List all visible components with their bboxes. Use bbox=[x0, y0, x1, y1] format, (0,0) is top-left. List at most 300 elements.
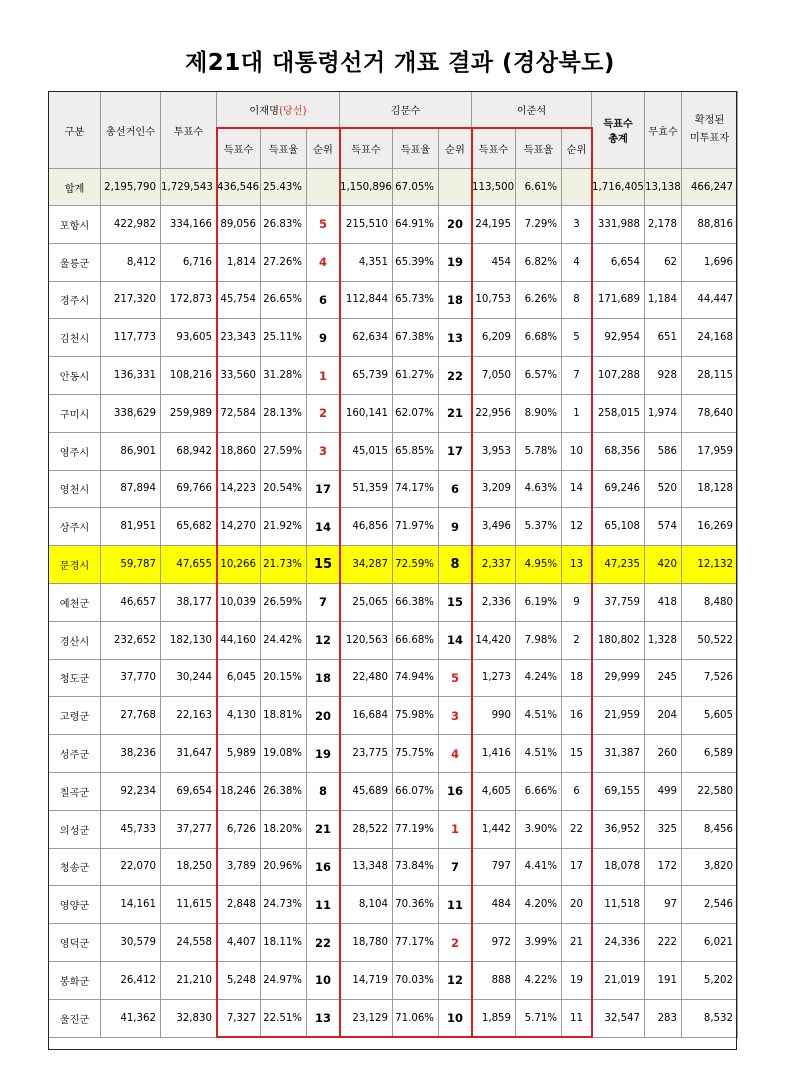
c1-votes-cell: 45,754 bbox=[217, 281, 261, 319]
c3-rate-cell: 6.66% bbox=[516, 772, 562, 810]
c3-rank-cell: 17 bbox=[562, 848, 592, 886]
c1-votes-cell: 6,045 bbox=[217, 659, 261, 697]
c2-rank-cell: 16 bbox=[439, 772, 472, 810]
c2-votes-cell: 65,739 bbox=[340, 357, 393, 395]
c1-rate-cell: 18.20% bbox=[261, 810, 307, 848]
valid-total-cell: 21,019 bbox=[592, 961, 645, 999]
voters-cell: 46,657 bbox=[101, 583, 161, 621]
valid-total-cell: 331,988 bbox=[592, 206, 645, 244]
c1-rate-cell: 18.11% bbox=[261, 924, 307, 962]
c1-rate-cell: 25.43% bbox=[261, 169, 307, 206]
c1-rank-cell: 1 bbox=[307, 357, 340, 395]
table-row bbox=[49, 848, 738, 886]
voters-cell: 2,195,790 bbox=[101, 169, 161, 206]
c3-rate-cell: 4.51% bbox=[516, 735, 562, 773]
c1-votes-cell: 33,560 bbox=[217, 357, 261, 395]
c3-votes-cell: 454 bbox=[472, 243, 516, 281]
c2-votes-cell: 13,348 bbox=[340, 848, 393, 886]
c2-votes-cell: 46,856 bbox=[340, 508, 393, 546]
c2-rank-cell: 22 bbox=[439, 357, 472, 395]
c1-rank-cell: 14 bbox=[307, 508, 340, 546]
region-cell: 구미시 bbox=[49, 394, 101, 432]
c1-rank-cell: 21 bbox=[307, 810, 340, 848]
c2-rank-cell: 3 bbox=[439, 697, 472, 735]
c1-rank-cell: 17 bbox=[307, 470, 340, 508]
c2-rate-cell: 77.17% bbox=[393, 924, 439, 962]
c2-rate-cell: 72.59% bbox=[393, 546, 439, 584]
region-cell: 울진군 bbox=[49, 999, 101, 1037]
c2-rank-cell: 5 bbox=[439, 659, 472, 697]
region-cell: 울릉군 bbox=[49, 243, 101, 281]
c3-votes-cell: 1,859 bbox=[472, 999, 516, 1037]
c1-rank-cell: 6 bbox=[307, 281, 340, 319]
c3-votes-cell: 22,956 bbox=[472, 394, 516, 432]
valid-total-cell: 65,108 bbox=[592, 508, 645, 546]
invalid-cell: 928 bbox=[645, 357, 682, 395]
turnout-cell: 47,655 bbox=[161, 546, 217, 584]
turnout-cell: 172,873 bbox=[161, 281, 217, 319]
unused-cell: 16,269 bbox=[682, 508, 738, 546]
unused-cell: 7,526 bbox=[682, 659, 738, 697]
c3-rank-cell: 20 bbox=[562, 886, 592, 924]
voters-cell: 92,234 bbox=[101, 772, 161, 810]
valid-total-cell: 31,387 bbox=[592, 735, 645, 773]
c2-votes-cell: 4,351 bbox=[340, 243, 393, 281]
header-unused: 확정된 미투표자 bbox=[682, 92, 738, 169]
c3-votes-cell: 113,500 bbox=[472, 169, 516, 206]
c3-rank-cell: 4 bbox=[562, 243, 592, 281]
c2-rate-cell: 71.97% bbox=[393, 508, 439, 546]
results-table-wrapper bbox=[48, 91, 737, 1038]
voters-cell: 87,894 bbox=[101, 470, 161, 508]
table-row bbox=[49, 810, 738, 848]
unused-cell: 24,168 bbox=[682, 319, 738, 357]
c1-rate-cell: 28.13% bbox=[261, 394, 307, 432]
unused-cell: 466,247 bbox=[682, 169, 738, 206]
c2-rank-cell: 13 bbox=[439, 319, 472, 357]
c1-rate-cell: 24.73% bbox=[261, 886, 307, 924]
invalid-cell: 325 bbox=[645, 810, 682, 848]
c3-rate-cell: 8.90% bbox=[516, 394, 562, 432]
table-row bbox=[49, 470, 738, 508]
c3-votes-cell: 14,420 bbox=[472, 621, 516, 659]
table-row bbox=[49, 281, 738, 319]
region-cell: 봉화군 bbox=[49, 961, 101, 999]
unused-cell: 18,128 bbox=[682, 470, 738, 508]
c2-votes-cell: 62,634 bbox=[340, 319, 393, 357]
unused-cell: 88,816 bbox=[682, 206, 738, 244]
header-c1-votes: 득표수 bbox=[217, 128, 261, 169]
unused-cell: 6,021 bbox=[682, 924, 738, 962]
c2-rank-cell: 7 bbox=[439, 848, 472, 886]
c1-rate-cell: 22.51% bbox=[261, 999, 307, 1037]
c3-votes-cell: 990 bbox=[472, 697, 516, 735]
turnout-cell: 6,716 bbox=[161, 243, 217, 281]
c2-rate-cell: 67.05% bbox=[393, 169, 439, 206]
table-row bbox=[49, 697, 738, 735]
c3-rate-cell: 5.71% bbox=[516, 999, 562, 1037]
candidate1-name: 이재명 bbox=[249, 106, 279, 117]
unused-cell: 22,580 bbox=[682, 772, 738, 810]
c3-rate-cell: 3.90% bbox=[516, 810, 562, 848]
invalid-cell: 574 bbox=[645, 508, 682, 546]
c3-rank-cell: 22 bbox=[562, 810, 592, 848]
region-cell: 문경시 bbox=[49, 546, 101, 584]
turnout-cell: 69,766 bbox=[161, 470, 217, 508]
table-row bbox=[49, 961, 738, 999]
c3-rate-cell: 4.41% bbox=[516, 848, 562, 886]
c1-votes-cell: 18,246 bbox=[217, 772, 261, 810]
unused-cell: 2,546 bbox=[682, 886, 738, 924]
invalid-cell: 1,328 bbox=[645, 621, 682, 659]
invalid-cell: 2,178 bbox=[645, 206, 682, 244]
c1-rank-cell: 8 bbox=[307, 772, 340, 810]
c3-rate-cell: 4.20% bbox=[516, 886, 562, 924]
c3-rank-cell: 1 bbox=[562, 394, 592, 432]
region-cell: 영덕군 bbox=[49, 924, 101, 962]
c2-votes-cell: 23,775 bbox=[340, 735, 393, 773]
total-row bbox=[49, 169, 738, 206]
c3-votes-cell: 797 bbox=[472, 848, 516, 886]
c2-votes-cell: 22,480 bbox=[340, 659, 393, 697]
c1-rank-cell: 19 bbox=[307, 735, 340, 773]
header-invalid: 무효수 bbox=[645, 92, 682, 169]
c2-rate-cell: 74.17% bbox=[393, 470, 439, 508]
unused-cell: 12,132 bbox=[682, 546, 738, 584]
turnout-cell: 69,654 bbox=[161, 772, 217, 810]
invalid-cell: 499 bbox=[645, 772, 682, 810]
c2-rate-cell: 70.36% bbox=[393, 886, 439, 924]
c2-rate-cell: 66.68% bbox=[393, 621, 439, 659]
c3-votes-cell: 3,496 bbox=[472, 508, 516, 546]
c1-rank-cell: 7 bbox=[307, 583, 340, 621]
c2-rate-cell: 65.73% bbox=[393, 281, 439, 319]
region-cell: 경산시 bbox=[49, 621, 101, 659]
c2-rank-cell: 6 bbox=[439, 470, 472, 508]
turnout-cell: 182,130 bbox=[161, 621, 217, 659]
turnout-cell: 22,163 bbox=[161, 697, 217, 735]
c2-rate-cell: 62.07% bbox=[393, 394, 439, 432]
voters-cell: 27,768 bbox=[101, 697, 161, 735]
region-cell: 경주시 bbox=[49, 281, 101, 319]
voters-cell: 86,901 bbox=[101, 432, 161, 470]
c3-rank-cell: 16 bbox=[562, 697, 592, 735]
c1-votes-cell: 4,130 bbox=[217, 697, 261, 735]
c3-rate-cell: 3.99% bbox=[516, 924, 562, 962]
c2-rate-cell: 67.38% bbox=[393, 319, 439, 357]
voters-cell: 338,629 bbox=[101, 394, 161, 432]
region-cell: 성주군 bbox=[49, 735, 101, 773]
header-turnout: 투표수 bbox=[161, 92, 217, 169]
c1-rate-cell: 27.59% bbox=[261, 432, 307, 470]
c1-rate-cell: 20.54% bbox=[261, 470, 307, 508]
valid-total-cell: 92,954 bbox=[592, 319, 645, 357]
c3-rate-cell: 6.61% bbox=[516, 169, 562, 206]
c1-votes-cell: 1,814 bbox=[217, 243, 261, 281]
c3-votes-cell: 24,195 bbox=[472, 206, 516, 244]
c3-rank-cell: 7 bbox=[562, 357, 592, 395]
valid-total-cell: 11,518 bbox=[592, 886, 645, 924]
c2-votes-cell: 51,359 bbox=[340, 470, 393, 508]
turnout-cell: 108,216 bbox=[161, 357, 217, 395]
c2-rate-cell: 61.27% bbox=[393, 357, 439, 395]
c2-votes-cell: 1,150,896 bbox=[340, 169, 393, 206]
invalid-cell: 418 bbox=[645, 583, 682, 621]
voters-cell: 59,787 bbox=[101, 546, 161, 584]
voters-cell: 38,236 bbox=[101, 735, 161, 773]
header-c1-rank: 순위 bbox=[307, 128, 340, 169]
c1-rank-cell: 9 bbox=[307, 319, 340, 357]
turnout-cell: 24,558 bbox=[161, 924, 217, 962]
unused-cell: 78,640 bbox=[682, 394, 738, 432]
voters-cell: 232,652 bbox=[101, 621, 161, 659]
c2-votes-cell: 160,141 bbox=[340, 394, 393, 432]
table-row bbox=[49, 886, 738, 924]
c3-rank-cell: 12 bbox=[562, 508, 592, 546]
invalid-cell: 172 bbox=[645, 848, 682, 886]
c1-rank-cell: 22 bbox=[307, 924, 340, 962]
c1-rate-cell: 21.73% bbox=[261, 546, 307, 584]
c2-rank-cell: 11 bbox=[439, 886, 472, 924]
c2-votes-cell: 8,104 bbox=[340, 886, 393, 924]
c3-rank-cell: 15 bbox=[562, 735, 592, 773]
c3-rank-cell: 10 bbox=[562, 432, 592, 470]
header-c2-rate: 득표율 bbox=[393, 128, 439, 169]
unused-cell: 5,202 bbox=[682, 961, 738, 999]
header-c3-votes: 득표수 bbox=[472, 128, 516, 169]
region-cell: 청도군 bbox=[49, 659, 101, 697]
c2-rank-cell bbox=[439, 169, 472, 206]
voters-cell: 117,773 bbox=[101, 319, 161, 357]
c2-rank-cell: 20 bbox=[439, 206, 472, 244]
region-cell: 안동시 bbox=[49, 357, 101, 395]
c3-rate-cell: 4.51% bbox=[516, 697, 562, 735]
region-cell: 고령군 bbox=[49, 697, 101, 735]
invalid-cell: 222 bbox=[645, 924, 682, 962]
c3-rate-cell: 6.57% bbox=[516, 357, 562, 395]
c1-votes-cell: 14,270 bbox=[217, 508, 261, 546]
header-candidate1 bbox=[217, 92, 340, 128]
c2-rank-cell: 4 bbox=[439, 735, 472, 773]
c3-rank-cell: 2 bbox=[562, 621, 592, 659]
invalid-cell: 260 bbox=[645, 735, 682, 773]
c3-rank-cell: 18 bbox=[562, 659, 592, 697]
c1-votes-cell: 2,848 bbox=[217, 886, 261, 924]
c2-rate-cell: 73.84% bbox=[393, 848, 439, 886]
c2-rate-cell: 77.19% bbox=[393, 810, 439, 848]
region-cell: 영주시 bbox=[49, 432, 101, 470]
valid-total-cell: 180,802 bbox=[592, 621, 645, 659]
turnout-cell: 11,615 bbox=[161, 886, 217, 924]
region-cell: 칠곡군 bbox=[49, 772, 101, 810]
c3-rate-cell: 4.22% bbox=[516, 961, 562, 999]
valid-total-cell: 18,078 bbox=[592, 848, 645, 886]
unused-cell: 28,115 bbox=[682, 357, 738, 395]
c3-votes-cell: 1,442 bbox=[472, 810, 516, 848]
turnout-cell: 1,729,543 bbox=[161, 169, 217, 206]
winner-note: (당선) bbox=[278, 106, 307, 117]
invalid-cell: 520 bbox=[645, 470, 682, 508]
c1-votes-cell: 18,860 bbox=[217, 432, 261, 470]
c1-rate-cell: 21.92% bbox=[261, 508, 307, 546]
c1-votes-cell: 89,056 bbox=[217, 206, 261, 244]
results-body bbox=[49, 169, 738, 1038]
turnout-cell: 38,177 bbox=[161, 583, 217, 621]
unused-cell: 3,820 bbox=[682, 848, 738, 886]
table-row bbox=[49, 735, 738, 773]
invalid-cell: 204 bbox=[645, 697, 682, 735]
c3-rank-cell: 19 bbox=[562, 961, 592, 999]
c2-votes-cell: 120,563 bbox=[340, 621, 393, 659]
region-cell: 합계 bbox=[49, 169, 101, 206]
c1-rank-cell: 3 bbox=[307, 432, 340, 470]
table-row bbox=[49, 659, 738, 697]
c1-rate-cell: 18.81% bbox=[261, 697, 307, 735]
valid-total-cell: 32,547 bbox=[592, 999, 645, 1037]
c1-rate-cell: 26.65% bbox=[261, 281, 307, 319]
c3-rank-cell bbox=[562, 169, 592, 206]
region-cell: 포항시 bbox=[49, 206, 101, 244]
c1-votes-cell: 44,160 bbox=[217, 621, 261, 659]
table-row bbox=[49, 583, 738, 621]
c2-votes-cell: 112,844 bbox=[340, 281, 393, 319]
invalid-cell: 283 bbox=[645, 999, 682, 1037]
c2-rank-cell: 10 bbox=[439, 999, 472, 1037]
table-row bbox=[49, 621, 738, 659]
table-row bbox=[49, 508, 738, 546]
region-cell: 영천시 bbox=[49, 470, 101, 508]
voters-cell: 41,362 bbox=[101, 999, 161, 1037]
c2-votes-cell: 34,287 bbox=[340, 546, 393, 584]
voters-cell: 30,579 bbox=[101, 924, 161, 962]
c2-rank-cell: 18 bbox=[439, 281, 472, 319]
voters-cell: 45,733 bbox=[101, 810, 161, 848]
c2-rate-cell: 66.07% bbox=[393, 772, 439, 810]
c1-votes-cell: 10,266 bbox=[217, 546, 261, 584]
c2-rank-cell: 2 bbox=[439, 924, 472, 962]
turnout-cell: 21,210 bbox=[161, 961, 217, 999]
valid-total-cell: 68,356 bbox=[592, 432, 645, 470]
c2-rank-cell: 1 bbox=[439, 810, 472, 848]
c2-rank-cell: 14 bbox=[439, 621, 472, 659]
turnout-cell: 93,605 bbox=[161, 319, 217, 357]
header-c3-rate: 득표율 bbox=[516, 128, 562, 169]
c2-votes-cell: 28,522 bbox=[340, 810, 393, 848]
invalid-cell: 245 bbox=[645, 659, 682, 697]
c3-rank-cell: 11 bbox=[562, 999, 592, 1037]
c1-rank-cell: 20 bbox=[307, 697, 340, 735]
c3-rate-cell: 4.63% bbox=[516, 470, 562, 508]
c2-rank-cell: 17 bbox=[439, 432, 472, 470]
turnout-cell: 31,647 bbox=[161, 735, 217, 773]
c2-votes-cell: 45,689 bbox=[340, 772, 393, 810]
valid-total-cell: 24,336 bbox=[592, 924, 645, 962]
c1-rate-cell: 26.83% bbox=[261, 206, 307, 244]
table-row bbox=[49, 243, 738, 281]
c3-votes-cell: 3,209 bbox=[472, 470, 516, 508]
c3-rank-cell: 6 bbox=[562, 772, 592, 810]
c3-rank-cell: 8 bbox=[562, 281, 592, 319]
c2-rank-cell: 9 bbox=[439, 508, 472, 546]
c3-rate-cell: 5.37% bbox=[516, 508, 562, 546]
invalid-cell: 191 bbox=[645, 961, 682, 999]
c3-votes-cell: 484 bbox=[472, 886, 516, 924]
c2-rank-cell: 15 bbox=[439, 583, 472, 621]
c2-rate-cell: 65.85% bbox=[393, 432, 439, 470]
region-cell: 청송군 bbox=[49, 848, 101, 886]
c1-rate-cell: 19.08% bbox=[261, 735, 307, 773]
c3-rate-cell: 6.19% bbox=[516, 583, 562, 621]
c1-votes-cell: 23,343 bbox=[217, 319, 261, 357]
table-row bbox=[49, 319, 738, 357]
c1-rank-cell: 4 bbox=[307, 243, 340, 281]
c2-rate-cell: 64.91% bbox=[393, 206, 439, 244]
turnout-cell: 30,244 bbox=[161, 659, 217, 697]
c1-rate-cell: 24.97% bbox=[261, 961, 307, 999]
valid-total-cell: 1,716,405 bbox=[592, 169, 645, 206]
voters-cell: 217,320 bbox=[101, 281, 161, 319]
voters-cell: 422,982 bbox=[101, 206, 161, 244]
c2-votes-cell: 23,129 bbox=[340, 999, 393, 1037]
valid-total-cell: 6,654 bbox=[592, 243, 645, 281]
header-row-1 bbox=[49, 92, 738, 128]
turnout-cell: 32,830 bbox=[161, 999, 217, 1037]
c3-rate-cell: 6.82% bbox=[516, 243, 562, 281]
c2-rank-cell: 19 bbox=[439, 243, 472, 281]
table-row bbox=[49, 772, 738, 810]
c3-rank-cell: 3 bbox=[562, 206, 592, 244]
unused-cell: 50,522 bbox=[682, 621, 738, 659]
c1-rank-cell: 18 bbox=[307, 659, 340, 697]
unused-cell: 8,532 bbox=[682, 999, 738, 1037]
table-row bbox=[49, 546, 738, 584]
c3-votes-cell: 10,753 bbox=[472, 281, 516, 319]
c1-rate-cell: 31.28% bbox=[261, 357, 307, 395]
valid-total-cell: 69,155 bbox=[592, 772, 645, 810]
c3-votes-cell: 3,953 bbox=[472, 432, 516, 470]
c2-rank-cell: 12 bbox=[439, 961, 472, 999]
region-cell: 영양군 bbox=[49, 886, 101, 924]
c1-votes-cell: 4,407 bbox=[217, 924, 261, 962]
turnout-cell: 68,942 bbox=[161, 432, 217, 470]
c2-votes-cell: 25,065 bbox=[340, 583, 393, 621]
c3-rate-cell: 4.95% bbox=[516, 546, 562, 584]
c2-rate-cell: 65.39% bbox=[393, 243, 439, 281]
c1-votes-cell: 5,248 bbox=[217, 961, 261, 999]
table-row bbox=[49, 357, 738, 395]
unused-cell: 5,605 bbox=[682, 697, 738, 735]
c3-votes-cell: 7,050 bbox=[472, 357, 516, 395]
c1-rate-cell: 24.42% bbox=[261, 621, 307, 659]
valid-total-cell: 21,959 bbox=[592, 697, 645, 735]
voters-cell: 26,412 bbox=[101, 961, 161, 999]
results-table bbox=[48, 91, 738, 1038]
c1-votes-cell: 7,327 bbox=[217, 999, 261, 1037]
header-c2-votes: 득표수 bbox=[340, 128, 393, 169]
unused-cell: 1,696 bbox=[682, 243, 738, 281]
c1-votes-cell: 10,039 bbox=[217, 583, 261, 621]
c2-votes-cell: 16,684 bbox=[340, 697, 393, 735]
region-cell: 의성군 bbox=[49, 810, 101, 848]
header-c2-rank: 순위 bbox=[439, 128, 472, 169]
table-row bbox=[49, 394, 738, 432]
c3-votes-cell: 2,337 bbox=[472, 546, 516, 584]
valid-total-cell: 36,952 bbox=[592, 810, 645, 848]
page-title: 제21대 대통령선거 개표 결과 (경상북도) bbox=[185, 50, 615, 76]
voters-cell: 136,331 bbox=[101, 357, 161, 395]
c2-rate-cell: 74.94% bbox=[393, 659, 439, 697]
c3-rate-cell: 4.24% bbox=[516, 659, 562, 697]
